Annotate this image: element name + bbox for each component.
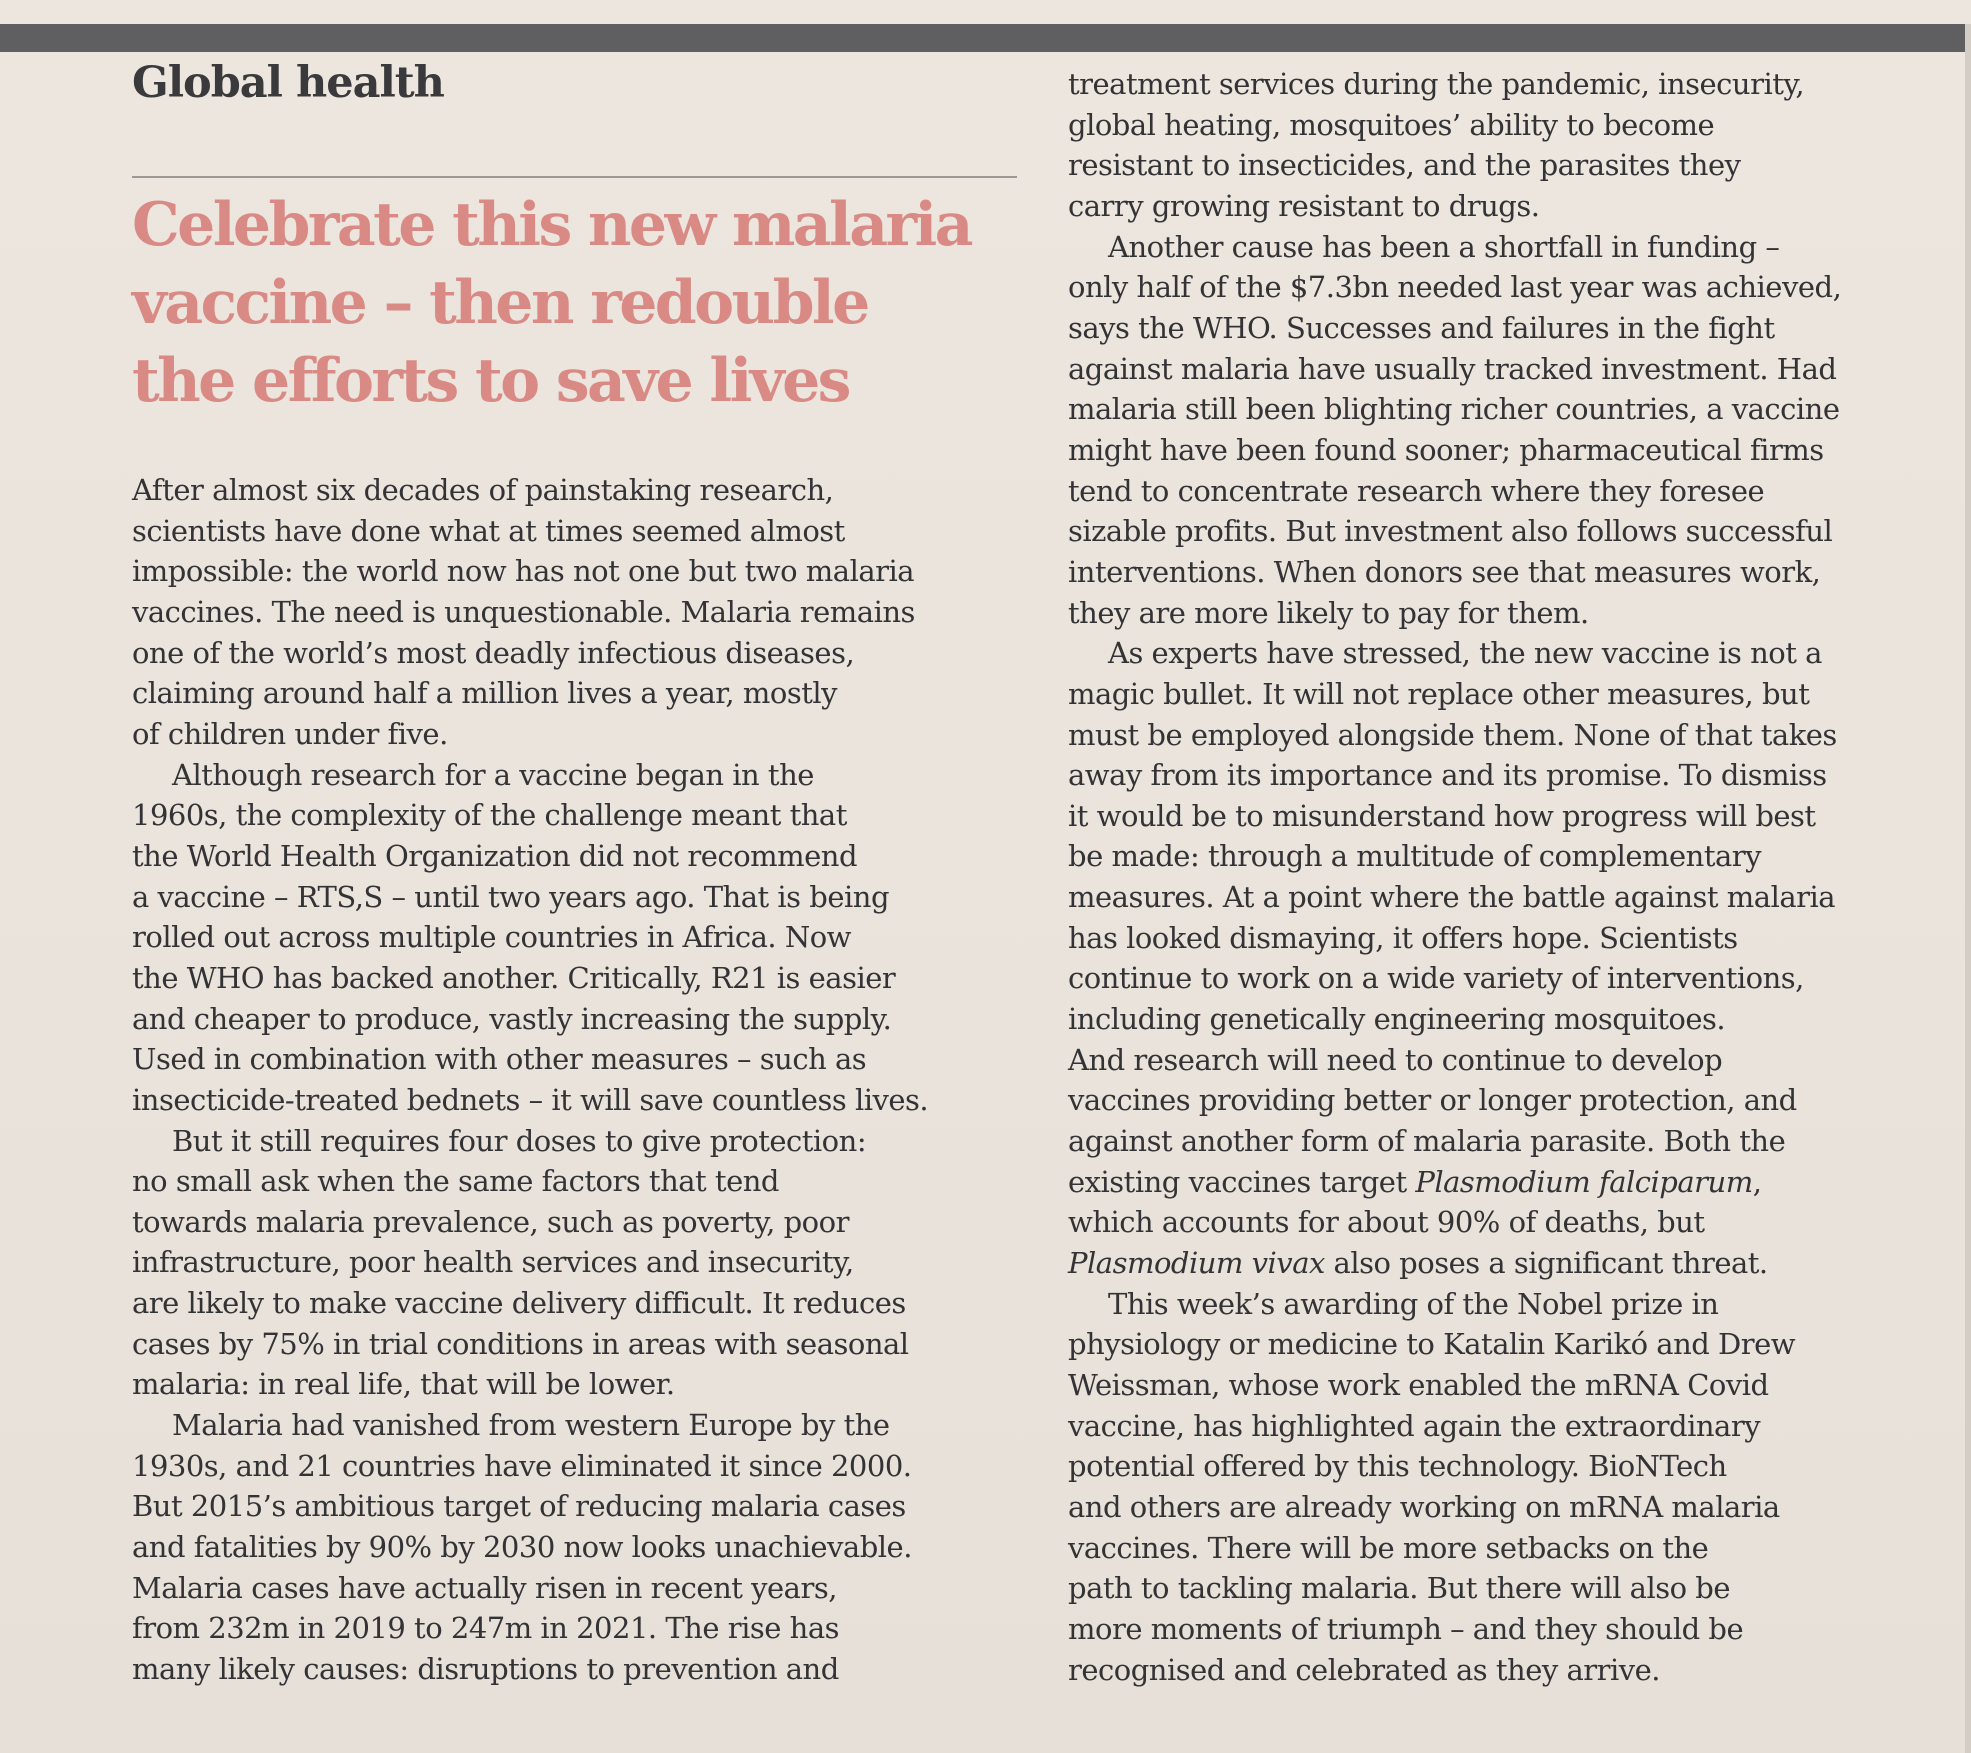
line-text: global heating, mosquitoes’ ability to become xyxy=(1068,107,1715,142)
text-line xyxy=(132,795,1082,836)
headline-line: vaccine – then redouble xyxy=(132,268,868,338)
line-text: And research will need to continue to develop xyxy=(1068,1042,1723,1077)
text-line xyxy=(1068,674,1971,715)
text-line xyxy=(1068,64,1971,105)
text-line xyxy=(132,1364,1082,1405)
text-line xyxy=(132,917,1082,958)
text-line xyxy=(1068,836,1971,877)
line-text: magic bullet. It will not replace other measures, but xyxy=(1068,676,1810,711)
text-line xyxy=(1068,918,1971,959)
top-rule xyxy=(0,24,1971,52)
line-text: vaccines providing better or longer protection, and xyxy=(1068,1083,1797,1118)
line-text: continue to work on a wide variety of interventions, xyxy=(1068,961,1804,996)
line-text: against malaria have usually tracked investment. Had xyxy=(1068,351,1837,386)
text-line xyxy=(1068,999,1971,1040)
line-text: Used in combination with other measures – such as xyxy=(132,1042,867,1077)
line-text: one of the world’s most deadly infectious diseases, xyxy=(132,635,855,670)
line-text: insecticide-treated bednets – it will save countless lives. xyxy=(132,1082,929,1117)
line-text: more moments of triumph – and they should be xyxy=(1068,1611,1744,1646)
text-line xyxy=(132,1527,1082,1568)
text-line xyxy=(1068,471,1971,512)
line-text: tend to concentrate research where they foresee xyxy=(1068,473,1765,508)
text-line xyxy=(132,1568,1082,1609)
text-line xyxy=(1068,1162,1971,1203)
text-line xyxy=(1068,227,1971,268)
text-line xyxy=(1068,145,1971,186)
text-line xyxy=(1068,1202,1971,1243)
text-line xyxy=(1068,389,1971,430)
line-text: measures. At a point where the battle against malaria xyxy=(1068,880,1836,915)
line-text: vaccines. There will be more setbacks on the xyxy=(1068,1530,1709,1565)
line-text: must be employed alongside them. None of that takes xyxy=(1068,717,1837,752)
line-text: But it still requires four doses to give protection: xyxy=(172,1123,867,1158)
text-line xyxy=(132,592,1082,633)
line-text: are likely to make vaccine delivery difficult. It reduces xyxy=(132,1286,906,1321)
line-text: After almost six decades of painstaking research, xyxy=(132,473,834,507)
text-line xyxy=(1068,796,1971,837)
line-text: Although research for a vaccine began in the xyxy=(172,757,814,792)
line-text: only half of the $7.3bn needed last year was achieved, xyxy=(1068,270,1842,305)
headline-line: the efforts to save lives xyxy=(132,346,849,416)
line-text: sizable profits. But investment also follows successful xyxy=(1068,514,1833,549)
text-line xyxy=(1068,1040,1971,1081)
text-line xyxy=(132,1649,1082,1690)
line-text: also poses a significant threat. xyxy=(1324,1246,1768,1281)
text-line xyxy=(132,633,1082,674)
text-line xyxy=(132,1486,1082,1527)
text-line xyxy=(1068,1284,1971,1325)
text-line xyxy=(132,1121,1082,1162)
text-line xyxy=(132,1080,1082,1121)
text-line xyxy=(1068,511,1971,552)
line-text: which accounts for about 90% of deaths, but xyxy=(1068,1205,1705,1240)
text-line xyxy=(1068,267,1971,308)
text-line xyxy=(132,1283,1082,1324)
text-line xyxy=(132,755,1082,796)
line-text: Malaria had vanished from western Europe by the xyxy=(172,1408,890,1443)
text-line xyxy=(132,714,1082,755)
line-text: scientists have done what at times seemed almost xyxy=(132,513,845,548)
text-line xyxy=(1068,1650,1971,1691)
line-text: has looked dismaying, it offers hope. Scientists xyxy=(1068,920,1738,955)
line-text: recognised and celebrated as they arrive. xyxy=(1068,1652,1661,1687)
text-line xyxy=(1068,715,1971,756)
line-text: malaria: in real life, that will be lower. xyxy=(132,1367,675,1402)
text-line xyxy=(132,470,1082,511)
text-line xyxy=(1068,1446,1971,1487)
text-line xyxy=(1068,1243,1971,1284)
text-line xyxy=(1068,1365,1971,1406)
line-text: carry growing resistant to drugs. xyxy=(1068,188,1540,223)
text-line xyxy=(1068,1080,1971,1121)
text-line xyxy=(132,836,1082,877)
text-line xyxy=(132,1039,1082,1080)
text-line xyxy=(1068,186,1971,227)
text-line xyxy=(1068,593,1971,634)
line-text: potential offered by this technology. BioNTech xyxy=(1068,1449,1727,1484)
line-text: the WHO has backed another. Critically, R21 is easier xyxy=(132,960,896,995)
line-text: resistant to insecticides, and the parasites they xyxy=(1068,148,1741,183)
line-text: vaccines. The need is unquestionable. Malaria remains xyxy=(132,594,915,629)
text-line xyxy=(132,1202,1082,1243)
text-line xyxy=(132,1446,1082,1487)
text-line xyxy=(132,673,1082,714)
text-line xyxy=(1068,308,1971,349)
text-line xyxy=(1068,958,1971,999)
line-text: rolled out across multiple countries in Africa. Now xyxy=(132,920,851,955)
text-line xyxy=(1068,1528,1971,1569)
line-text: 1960s, the complexity of the challenge meant that xyxy=(132,798,847,833)
text-line xyxy=(1068,633,1971,674)
text-line xyxy=(1068,430,1971,471)
headline xyxy=(132,186,1032,420)
line-text: away from its importance and its promise. To dismiss xyxy=(1068,758,1827,793)
line-text: interventions. When donors see that measures work, xyxy=(1068,554,1821,589)
text-line xyxy=(132,1161,1082,1202)
text-line xyxy=(1068,1568,1971,1609)
line-text: vaccine, has highlighted again the extraordinary xyxy=(1068,1408,1761,1443)
text-line xyxy=(132,999,1082,1040)
line-text: says the WHO. Successes and failures in the fight xyxy=(1068,310,1775,345)
text-line xyxy=(1068,877,1971,918)
line-text: path to tackling malaria. But there will also be xyxy=(1068,1571,1731,1606)
text-line xyxy=(1068,1487,1971,1528)
headline-line: Celebrate this new malaria xyxy=(132,190,971,260)
text-line xyxy=(132,511,1082,552)
text-line xyxy=(1068,552,1971,593)
text-line xyxy=(1068,1121,1971,1162)
line-text: and cheaper to produce, vastly increasing the supply. xyxy=(132,1001,892,1036)
species-name: Plasmodium falciparum xyxy=(1415,1164,1753,1199)
line-text: many likely causes: disruptions to prevention and xyxy=(132,1652,839,1687)
text-line xyxy=(132,1405,1082,1446)
text-line xyxy=(1068,1406,1971,1447)
headline-divider xyxy=(132,176,1017,178)
text-line xyxy=(132,1242,1082,1283)
line-text: claiming around half a million lives a year, mostly xyxy=(132,676,838,711)
species-name: Plasmodium vivax xyxy=(1068,1246,1325,1281)
line-text: But 2015’s ambitious target of reducing malaria cases xyxy=(132,1489,906,1524)
line-text: the World Health Organization did not recommend xyxy=(132,838,858,873)
text-line xyxy=(132,1324,1082,1365)
line-text: This week’s awarding of the Nobel prize in xyxy=(1108,1286,1719,1321)
line-text: including genetically engineering mosquitoes. xyxy=(1068,1002,1726,1037)
line-text: treatment services during the pandemic, insecurity, xyxy=(1068,67,1805,101)
text-line xyxy=(132,958,1082,999)
line-text: be made: through a multitude of complementary xyxy=(1068,839,1762,874)
line-text: 1930s, and 21 countries have eliminated it since 2000. xyxy=(132,1448,912,1483)
line-text: a vaccine – RTS,S – until two years ago. That is being xyxy=(132,879,890,914)
article-column-right xyxy=(1068,64,1971,1690)
text-line xyxy=(132,551,1082,592)
line-text: and fatalities by 90% by 2030 now looks unachievable. xyxy=(132,1530,912,1565)
line-text: existing vaccines target xyxy=(1068,1164,1416,1199)
line-text: from 232m in 2019 to 247m in 2021. The rise has xyxy=(132,1611,839,1646)
line-text: might have been found sooner; pharmaceutical firms xyxy=(1068,432,1824,467)
line-text: malaria still been blighting richer countries, a vaccine xyxy=(1068,392,1840,427)
text-line xyxy=(1068,105,1971,146)
text-line xyxy=(1068,1609,1971,1650)
section-label: Global health xyxy=(132,58,444,108)
line-text: infrastructure, poor health services and insecurity, xyxy=(132,1245,854,1280)
line-text: no small ask when the same factors that tend xyxy=(132,1164,779,1199)
line-text: against another form of malaria parasite. Both the xyxy=(1068,1124,1786,1159)
line-text: As experts have stressed, the new vaccine is not a xyxy=(1108,636,1822,671)
text-line xyxy=(1068,349,1971,390)
line-text: and others are already working on mRNA malaria xyxy=(1068,1489,1780,1524)
line-text: of children under five. xyxy=(132,716,448,751)
text-line xyxy=(1068,1324,1971,1365)
line-text: physiology or medicine to Katalin Karikó and Drew xyxy=(1068,1327,1796,1362)
line-text: Malaria cases have actually risen in recent years, xyxy=(132,1570,837,1605)
line-text: Weissman, whose work enabled the mRNA Covid xyxy=(1068,1368,1769,1402)
article-column-left xyxy=(132,470,1082,1690)
text-line xyxy=(132,1608,1082,1649)
text-line xyxy=(132,877,1082,918)
line-text: Another cause has been a shortfall in funding – xyxy=(1108,229,1780,264)
line-text: it would be to misunderstand how progress will best xyxy=(1068,798,1816,833)
line-text: cases by 75% in trial conditions in areas with seasonal xyxy=(132,1326,909,1361)
line-text: impossible: the world now has not one but two malaria xyxy=(132,554,915,589)
line-text: , xyxy=(1752,1164,1762,1199)
text-line xyxy=(1068,755,1971,796)
line-text: towards malaria prevalence, such as poverty, poor xyxy=(132,1204,849,1239)
line-text: they are more likely to pay for them. xyxy=(1068,595,1589,630)
